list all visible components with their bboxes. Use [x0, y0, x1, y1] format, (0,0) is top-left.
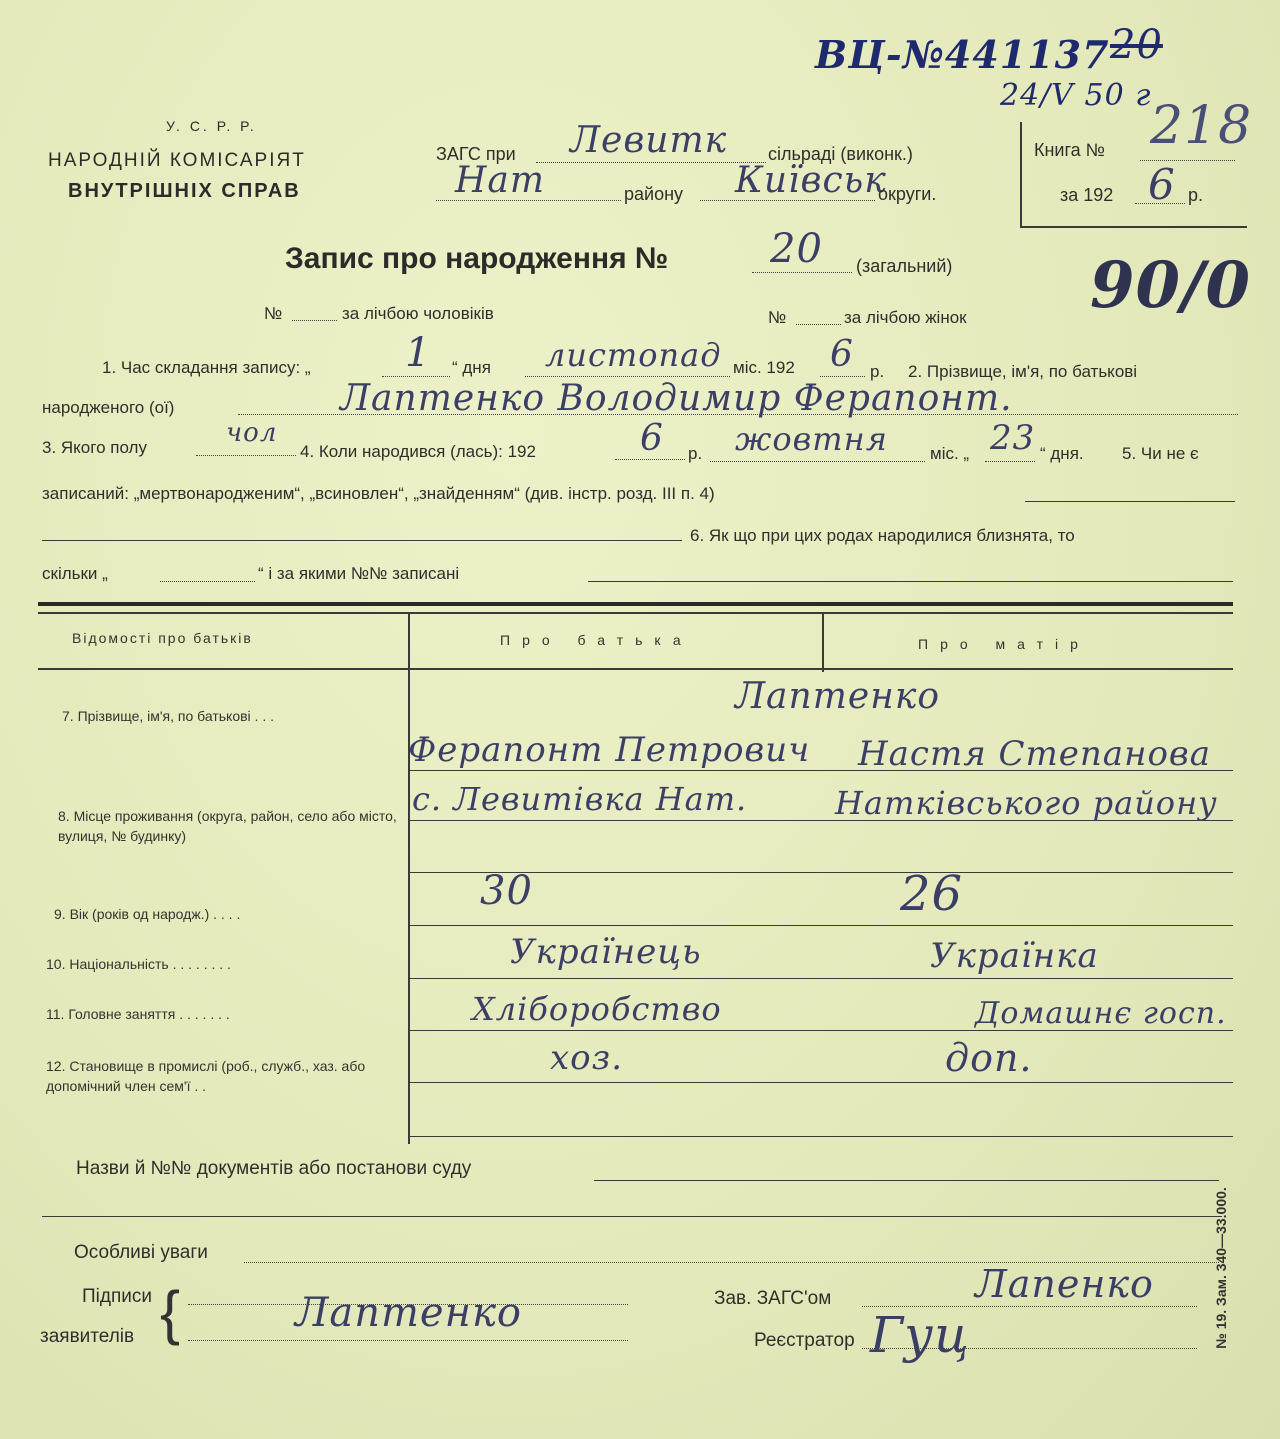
f4-month: жовтня	[735, 420, 888, 458]
f1-year: 6	[830, 334, 854, 375]
book-year-digit: 6	[1148, 160, 1176, 209]
table-header-father: Про батька	[500, 632, 693, 648]
f3-value: чол	[226, 418, 278, 448]
mother-age: 26	[900, 866, 964, 922]
women-label: за лічбою жінок	[844, 308, 967, 327]
mother-name: Настя Степанова	[858, 734, 1211, 774]
f5-line2: записаний: „мертвонародженим“, „всиновлен“, „знайденням“ (див. інстр. розд. III п. 4)	[42, 484, 715, 503]
f4-mis: міс. „	[930, 444, 970, 463]
record-number: 20	[770, 226, 823, 272]
side-print: № 19. Зам. 340—33.000.	[1212, 1187, 1229, 1349]
archive-date: 24/V 50 г	[1000, 78, 1152, 113]
district-label: району	[624, 184, 684, 204]
mother-nationality: Українка	[930, 936, 1099, 976]
registrar-signature: Гуц	[870, 1306, 970, 1364]
f5-label: 5. Чи не є	[1122, 444, 1199, 463]
commissariat-line1: НАРОДНІЙ КОМІСАРІЯТ	[48, 150, 306, 171]
f6-line2-b: “ і за якими №№ записані	[258, 564, 460, 583]
commissariat-line2: ВНУТРІШНІХ СПРАВ	[68, 180, 301, 202]
margin-note: 90/0	[1090, 248, 1251, 323]
mother-occupation: Домашнє госп.	[975, 996, 1227, 1031]
okruha-value: Київськ	[735, 160, 887, 201]
f4-r: р.	[688, 444, 703, 463]
f4-year: 6	[640, 418, 664, 459]
zags-suffix: сільраді (виконк.)	[768, 144, 913, 164]
row-label-age: 9. Вік (років од народж.) . . . .	[54, 906, 241, 922]
table-header-mother: Про матір	[918, 636, 1090, 652]
men-label: за лічбою чоловіків	[342, 304, 494, 323]
table-col-divider-2	[822, 612, 824, 672]
table-col-divider-1	[408, 612, 410, 1144]
okruha-label: округи.	[878, 184, 937, 204]
head-label: Зав. ЗАГС'ом	[714, 1288, 832, 1309]
mother-residence: Натківського району	[835, 784, 1218, 822]
f4-day: 23	[990, 418, 1036, 458]
f1-day: 1	[405, 330, 432, 376]
signatures-label-1: Підписи	[82, 1286, 152, 1307]
father-nationality: Українець	[510, 932, 702, 972]
mother-status: доп.	[945, 1036, 1033, 1080]
book-label: Книга №	[1034, 140, 1105, 160]
father-occupation: Хліборобство	[472, 990, 722, 1028]
father-name: Ферапонт Петрович	[408, 730, 811, 770]
applicant-signature: Лаптенко	[295, 1290, 522, 1336]
father-residence: с. Левитівка Нат.	[412, 780, 748, 818]
head-signature: Лапенко	[975, 1262, 1154, 1306]
f1-r: р.	[870, 362, 885, 381]
documents-label: Назви й №№ документів або постанови суду	[76, 1158, 472, 1179]
row-label-name: 7. Прізвище, ім'я, по батькові . . .	[62, 708, 274, 724]
f2-label: 2. Прізвище, ім'я, по батькові	[908, 362, 1138, 381]
f1-label: 1. Час складання запису: „	[102, 358, 311, 377]
row-label-status: 12. Становище в промислі (роб., служб., хаз. або допомічний член сем'ї . .	[46, 1058, 366, 1094]
father-age: 30	[480, 868, 533, 914]
signatures-label-2: заявителів	[40, 1326, 135, 1347]
f4-day-word: “ дня.	[1040, 444, 1084, 463]
district-value: Нат	[455, 160, 545, 201]
row-label-residence: 8. Місце проживання (округа, район, село або місто, вулиця, № будинку)	[58, 808, 397, 844]
f1-day-word: “ дня	[452, 358, 491, 377]
f6-label: 6. Як що при цих родах народилися близнята, то	[690, 526, 1075, 545]
archive-code: ВЦ-№441137	[815, 32, 1110, 77]
row-label-occupation: 11. Головне заняття . . . . . . .	[46, 1006, 230, 1022]
record-title-suffix: (загальний)	[856, 256, 953, 276]
men-prefix: №	[264, 304, 283, 323]
f1-month: листопад	[545, 336, 722, 374]
zags-village: Левитк	[570, 120, 728, 161]
row-label-nationality: 10. Національність . . . . . . . .	[46, 956, 231, 972]
f3-label: 3. Якого полу	[42, 438, 147, 457]
f4-label: 4. Коли народився (лась): 192	[300, 442, 536, 461]
surname-shared: Лаптенко	[735, 676, 941, 717]
book-year-prefix: за 192	[1060, 185, 1114, 205]
women-prefix: №	[768, 308, 787, 327]
book-year-suffix: р.	[1188, 185, 1204, 205]
f6-line2-a: скільки „	[42, 564, 108, 583]
record-title: Запис про народження №	[285, 242, 669, 275]
f2-label2: народженого (ої)	[42, 398, 175, 417]
book-number: 218	[1150, 96, 1253, 156]
zags-prefix: ЗАГС при	[436, 144, 516, 164]
father-status: хоз.	[550, 1038, 623, 1078]
f2-value: Лаптенко Володимир Ферапонт.	[340, 378, 1013, 419]
signatures-brace: {	[160, 1279, 181, 1346]
table-header-info: Відомості про батьків	[72, 630, 253, 646]
table-top-rule	[38, 602, 1233, 606]
republic-label: У. С. Р. Р.	[166, 118, 257, 134]
f1-mis: міс. 192	[733, 358, 795, 377]
archive-number: 20	[1110, 22, 1163, 68]
registrar-label: Реєстратор	[754, 1330, 855, 1351]
notes-label: Особливі уваги	[74, 1242, 208, 1263]
